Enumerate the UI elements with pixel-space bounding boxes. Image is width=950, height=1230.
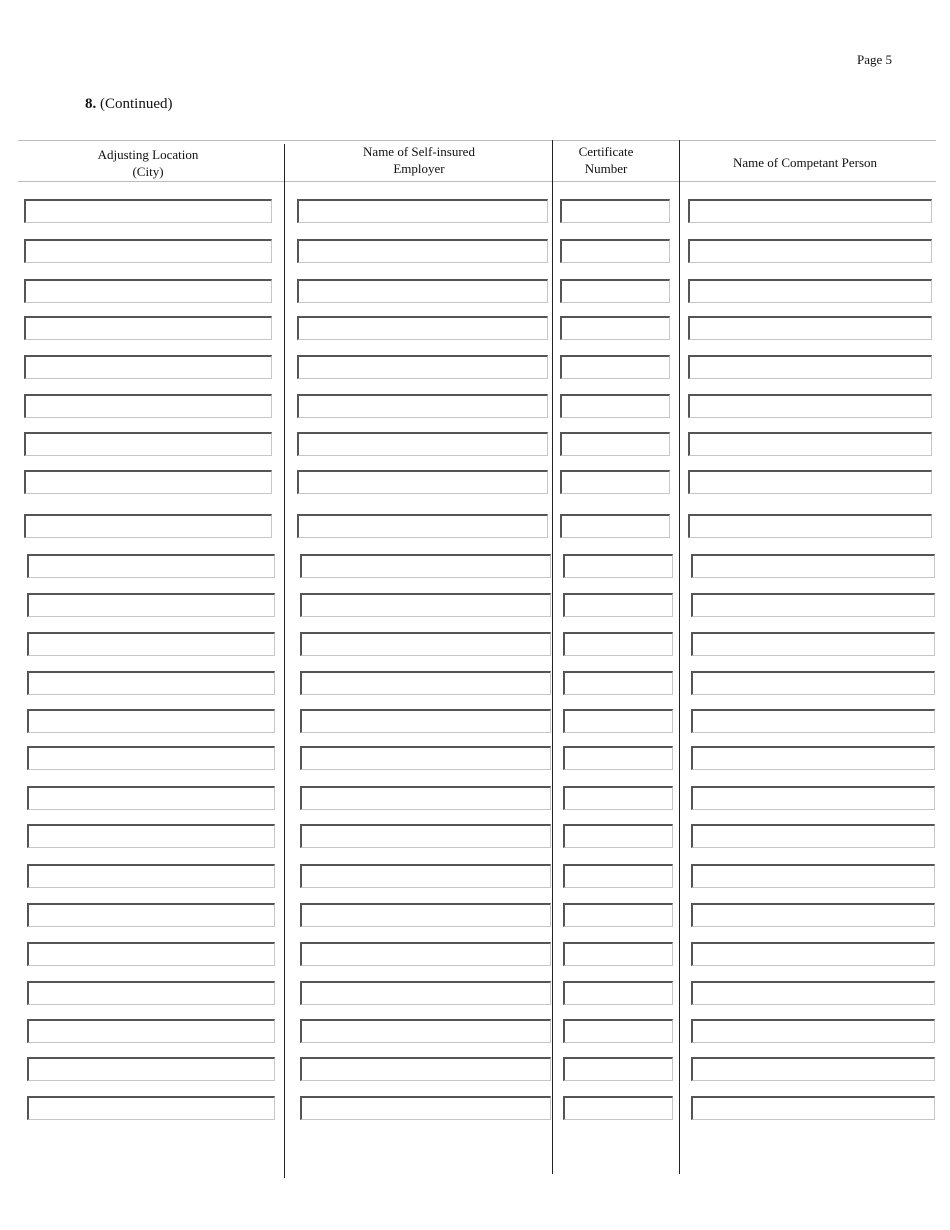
certificate-number-input[interactable]: [563, 1019, 673, 1043]
certificate-number-input[interactable]: [563, 864, 673, 888]
column-header-line: Adjusting Location: [97, 147, 199, 162]
certificate-number-input[interactable]: [560, 355, 670, 379]
employer-name-input[interactable]: [300, 632, 551, 656]
certificate-number-input[interactable]: [563, 554, 673, 578]
certificate-number-input[interactable]: [560, 199, 670, 223]
adjusting-location-input[interactable]: [27, 709, 275, 733]
adjusting-location-input[interactable]: [27, 1019, 275, 1043]
employer-name-input[interactable]: [300, 593, 551, 617]
competent-person-input[interactable]: [688, 432, 932, 456]
competent-person-input[interactable]: [691, 593, 935, 617]
competent-person-input[interactable]: [688, 514, 932, 538]
employer-name-input[interactable]: [300, 786, 551, 810]
employer-name-input[interactable]: [297, 394, 548, 418]
competent-person-input[interactable]: [688, 394, 932, 418]
adjusting-location-input[interactable]: [24, 394, 272, 418]
competent-person-input[interactable]: [691, 709, 935, 733]
competent-person-input[interactable]: [691, 632, 935, 656]
adjusting-location-input[interactable]: [24, 470, 272, 494]
certificate-number-input[interactable]: [563, 671, 673, 695]
adjusting-location-input[interactable]: [24, 355, 272, 379]
employer-name-input[interactable]: [300, 981, 551, 1005]
adjusting-location-input[interactable]: [27, 554, 275, 578]
certificate-number-input[interactable]: [563, 981, 673, 1005]
competent-person-input[interactable]: [688, 470, 932, 494]
competent-person-input[interactable]: [691, 786, 935, 810]
certificate-number-input[interactable]: [563, 593, 673, 617]
competent-person-input[interactable]: [691, 981, 935, 1005]
adjusting-location-input[interactable]: [24, 514, 272, 538]
certificate-number-input[interactable]: [563, 746, 673, 770]
column-header-line: (City): [132, 164, 164, 179]
competent-person-input[interactable]: [688, 316, 932, 340]
competent-person-input[interactable]: [691, 554, 935, 578]
adjusting-location-input[interactable]: [24, 279, 272, 303]
certificate-number-input[interactable]: [563, 709, 673, 733]
adjusting-location-input[interactable]: [27, 1096, 275, 1120]
certificate-number-input[interactable]: [560, 432, 670, 456]
competent-person-input[interactable]: [691, 903, 935, 927]
certificate-number-input[interactable]: [560, 394, 670, 418]
adjusting-location-input[interactable]: [27, 903, 275, 927]
adjusting-location-input[interactable]: [24, 199, 272, 223]
competent-person-input[interactable]: [691, 671, 935, 695]
certificate-number-input[interactable]: [560, 279, 670, 303]
employer-name-input[interactable]: [300, 746, 551, 770]
certificate-number-input[interactable]: [560, 239, 670, 263]
employer-name-input[interactable]: [300, 1019, 551, 1043]
certificate-number-input[interactable]: [563, 786, 673, 810]
column-header-line: Name of Self-insured: [363, 144, 475, 159]
competent-person-input[interactable]: [691, 824, 935, 848]
competent-person-input[interactable]: [691, 746, 935, 770]
employer-name-input[interactable]: [300, 824, 551, 848]
adjusting-location-input[interactable]: [27, 824, 275, 848]
column-header-line: Employer: [393, 161, 445, 176]
competent-person-input[interactable]: [691, 942, 935, 966]
adjusting-location-input[interactable]: [27, 1057, 275, 1081]
employer-name-input[interactable]: [300, 671, 551, 695]
certificate-number-input[interactable]: [560, 470, 670, 494]
certificate-number-input[interactable]: [563, 824, 673, 848]
competent-person-input[interactable]: [688, 279, 932, 303]
adjusting-location-input[interactable]: [27, 786, 275, 810]
column-header-line: Number: [584, 161, 628, 176]
certificate-number-input[interactable]: [563, 1057, 673, 1081]
certificate-number-input[interactable]: [563, 632, 673, 656]
competent-person-input[interactable]: [691, 1096, 935, 1120]
adjusting-location-input[interactable]: [27, 746, 275, 770]
page-number: Page 5: [857, 52, 893, 67]
certificate-number-input[interactable]: [560, 316, 670, 340]
adjusting-location-input[interactable]: [27, 671, 275, 695]
employer-name-input[interactable]: [300, 903, 551, 927]
competent-person-input[interactable]: [691, 1019, 935, 1043]
competent-person-input[interactable]: [688, 199, 932, 223]
adjusting-location-input[interactable]: [27, 864, 275, 888]
certificate-number-input[interactable]: [560, 514, 670, 538]
section-label: (Continued): [100, 96, 173, 112]
employer-name-input[interactable]: [297, 514, 548, 538]
adjusting-location-input[interactable]: [24, 316, 272, 340]
competent-person-input[interactable]: [688, 239, 932, 263]
column-header-line: Certificate: [578, 144, 634, 159]
adjusting-location-input[interactable]: [27, 981, 275, 1005]
adjusting-location-input[interactable]: [27, 593, 275, 617]
employer-name-input[interactable]: [297, 199, 548, 223]
employer-name-input[interactable]: [297, 470, 548, 494]
employer-name-input[interactable]: [300, 1096, 551, 1120]
employer-name-input[interactable]: [300, 1057, 551, 1081]
employer-name-input[interactable]: [297, 355, 548, 379]
competent-person-input[interactable]: [691, 1057, 935, 1081]
certificate-number-input[interactable]: [563, 942, 673, 966]
adjusting-location-input[interactable]: [27, 632, 275, 656]
employer-name-input[interactable]: [297, 279, 548, 303]
competent-person-input[interactable]: [688, 355, 932, 379]
competent-person-input[interactable]: [691, 864, 935, 888]
section-number: 8.: [85, 96, 97, 112]
adjusting-location-input[interactable]: [24, 432, 272, 456]
certificate-number-input[interactable]: [563, 903, 673, 927]
employer-name-input[interactable]: [297, 432, 548, 456]
employer-name-input[interactable]: [300, 554, 551, 578]
column-header-line: Name of Competant Person: [732, 155, 878, 170]
certificate-number-input[interactable]: [563, 1096, 673, 1120]
employer-name-input[interactable]: [297, 239, 548, 263]
employer-name-input[interactable]: [300, 709, 551, 733]
employer-name-input[interactable]: [297, 316, 548, 340]
adjusting-location-input[interactable]: [24, 239, 272, 263]
employer-name-input[interactable]: [300, 864, 551, 888]
adjusting-location-input[interactable]: [27, 942, 275, 966]
employer-name-input[interactable]: [300, 942, 551, 966]
